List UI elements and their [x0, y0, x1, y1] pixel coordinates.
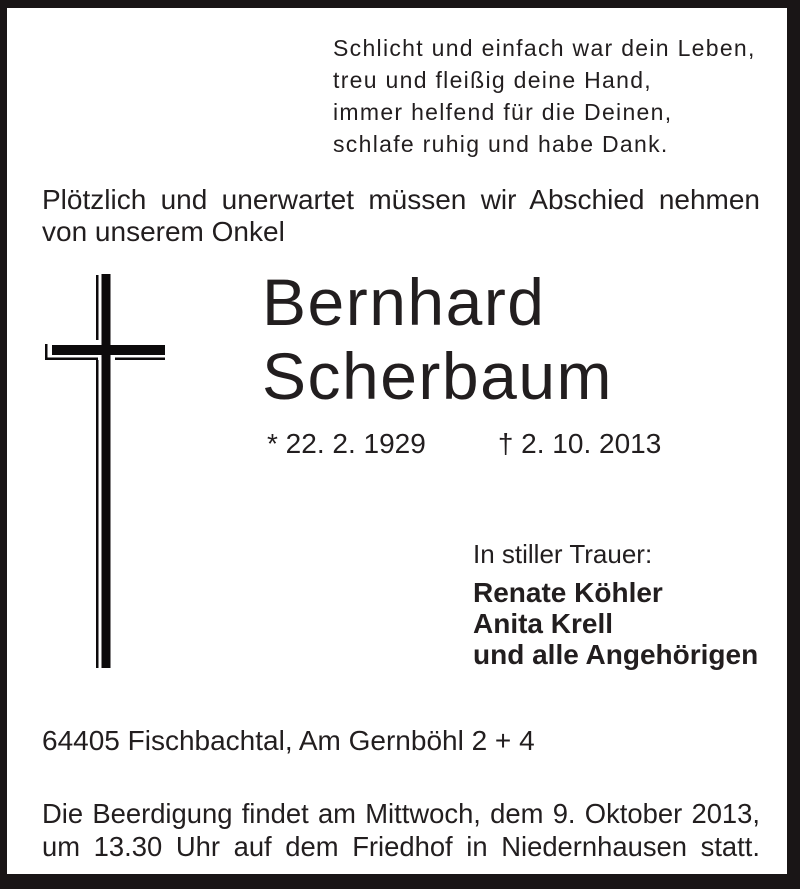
funeral-info: [42, 797, 760, 863]
memorial-verse: [333, 32, 756, 160]
deceased-first-name: Bernhard: [262, 265, 546, 339]
mourner-name: Renate Köhler: [473, 577, 663, 608]
verse-line: Schlicht und einfach war dein Leben,: [333, 35, 756, 61]
deceased-name: [262, 265, 613, 413]
verse-line: immer helfend für die Deinen,: [333, 99, 673, 125]
mourner-name: Anita Krell: [473, 608, 614, 639]
verse-line: schlafe ruhig und habe Dank.: [333, 131, 669, 157]
memorial-cross-icon: [40, 270, 170, 670]
mourning-block: [473, 538, 758, 670]
intro-line-2: von unserem Onkel: [42, 216, 285, 247]
death-date: † 2. 10. 2013: [497, 428, 662, 459]
birth-date: * 22. 2. 1929: [267, 428, 426, 459]
address-line: 64405 Fischbachtal, Am Gernböhl 2 + 4: [42, 725, 535, 756]
deceased-last-name: Scherbaum: [262, 339, 614, 413]
life-dates: [267, 427, 661, 460]
mourner-name: und alle Angehörigen: [473, 639, 759, 670]
funeral-line-1: Die Beerdigung findet am Mittwoch, dem 9. Oktober 2013,: [42, 798, 760, 829]
intro-line-1: Plötzlich und unerwartet müssen wir Abschied nehmen: [42, 184, 760, 215]
verse-line: treu und fleißig deine Hand,: [333, 67, 652, 93]
mourning-heading: In stiller Trauer:: [473, 539, 653, 569]
funeral-line-2: um 13.30 Uhr auf dem Friedhof in Niedernhausen statt.: [42, 831, 760, 862]
intro-text: [42, 184, 760, 248]
